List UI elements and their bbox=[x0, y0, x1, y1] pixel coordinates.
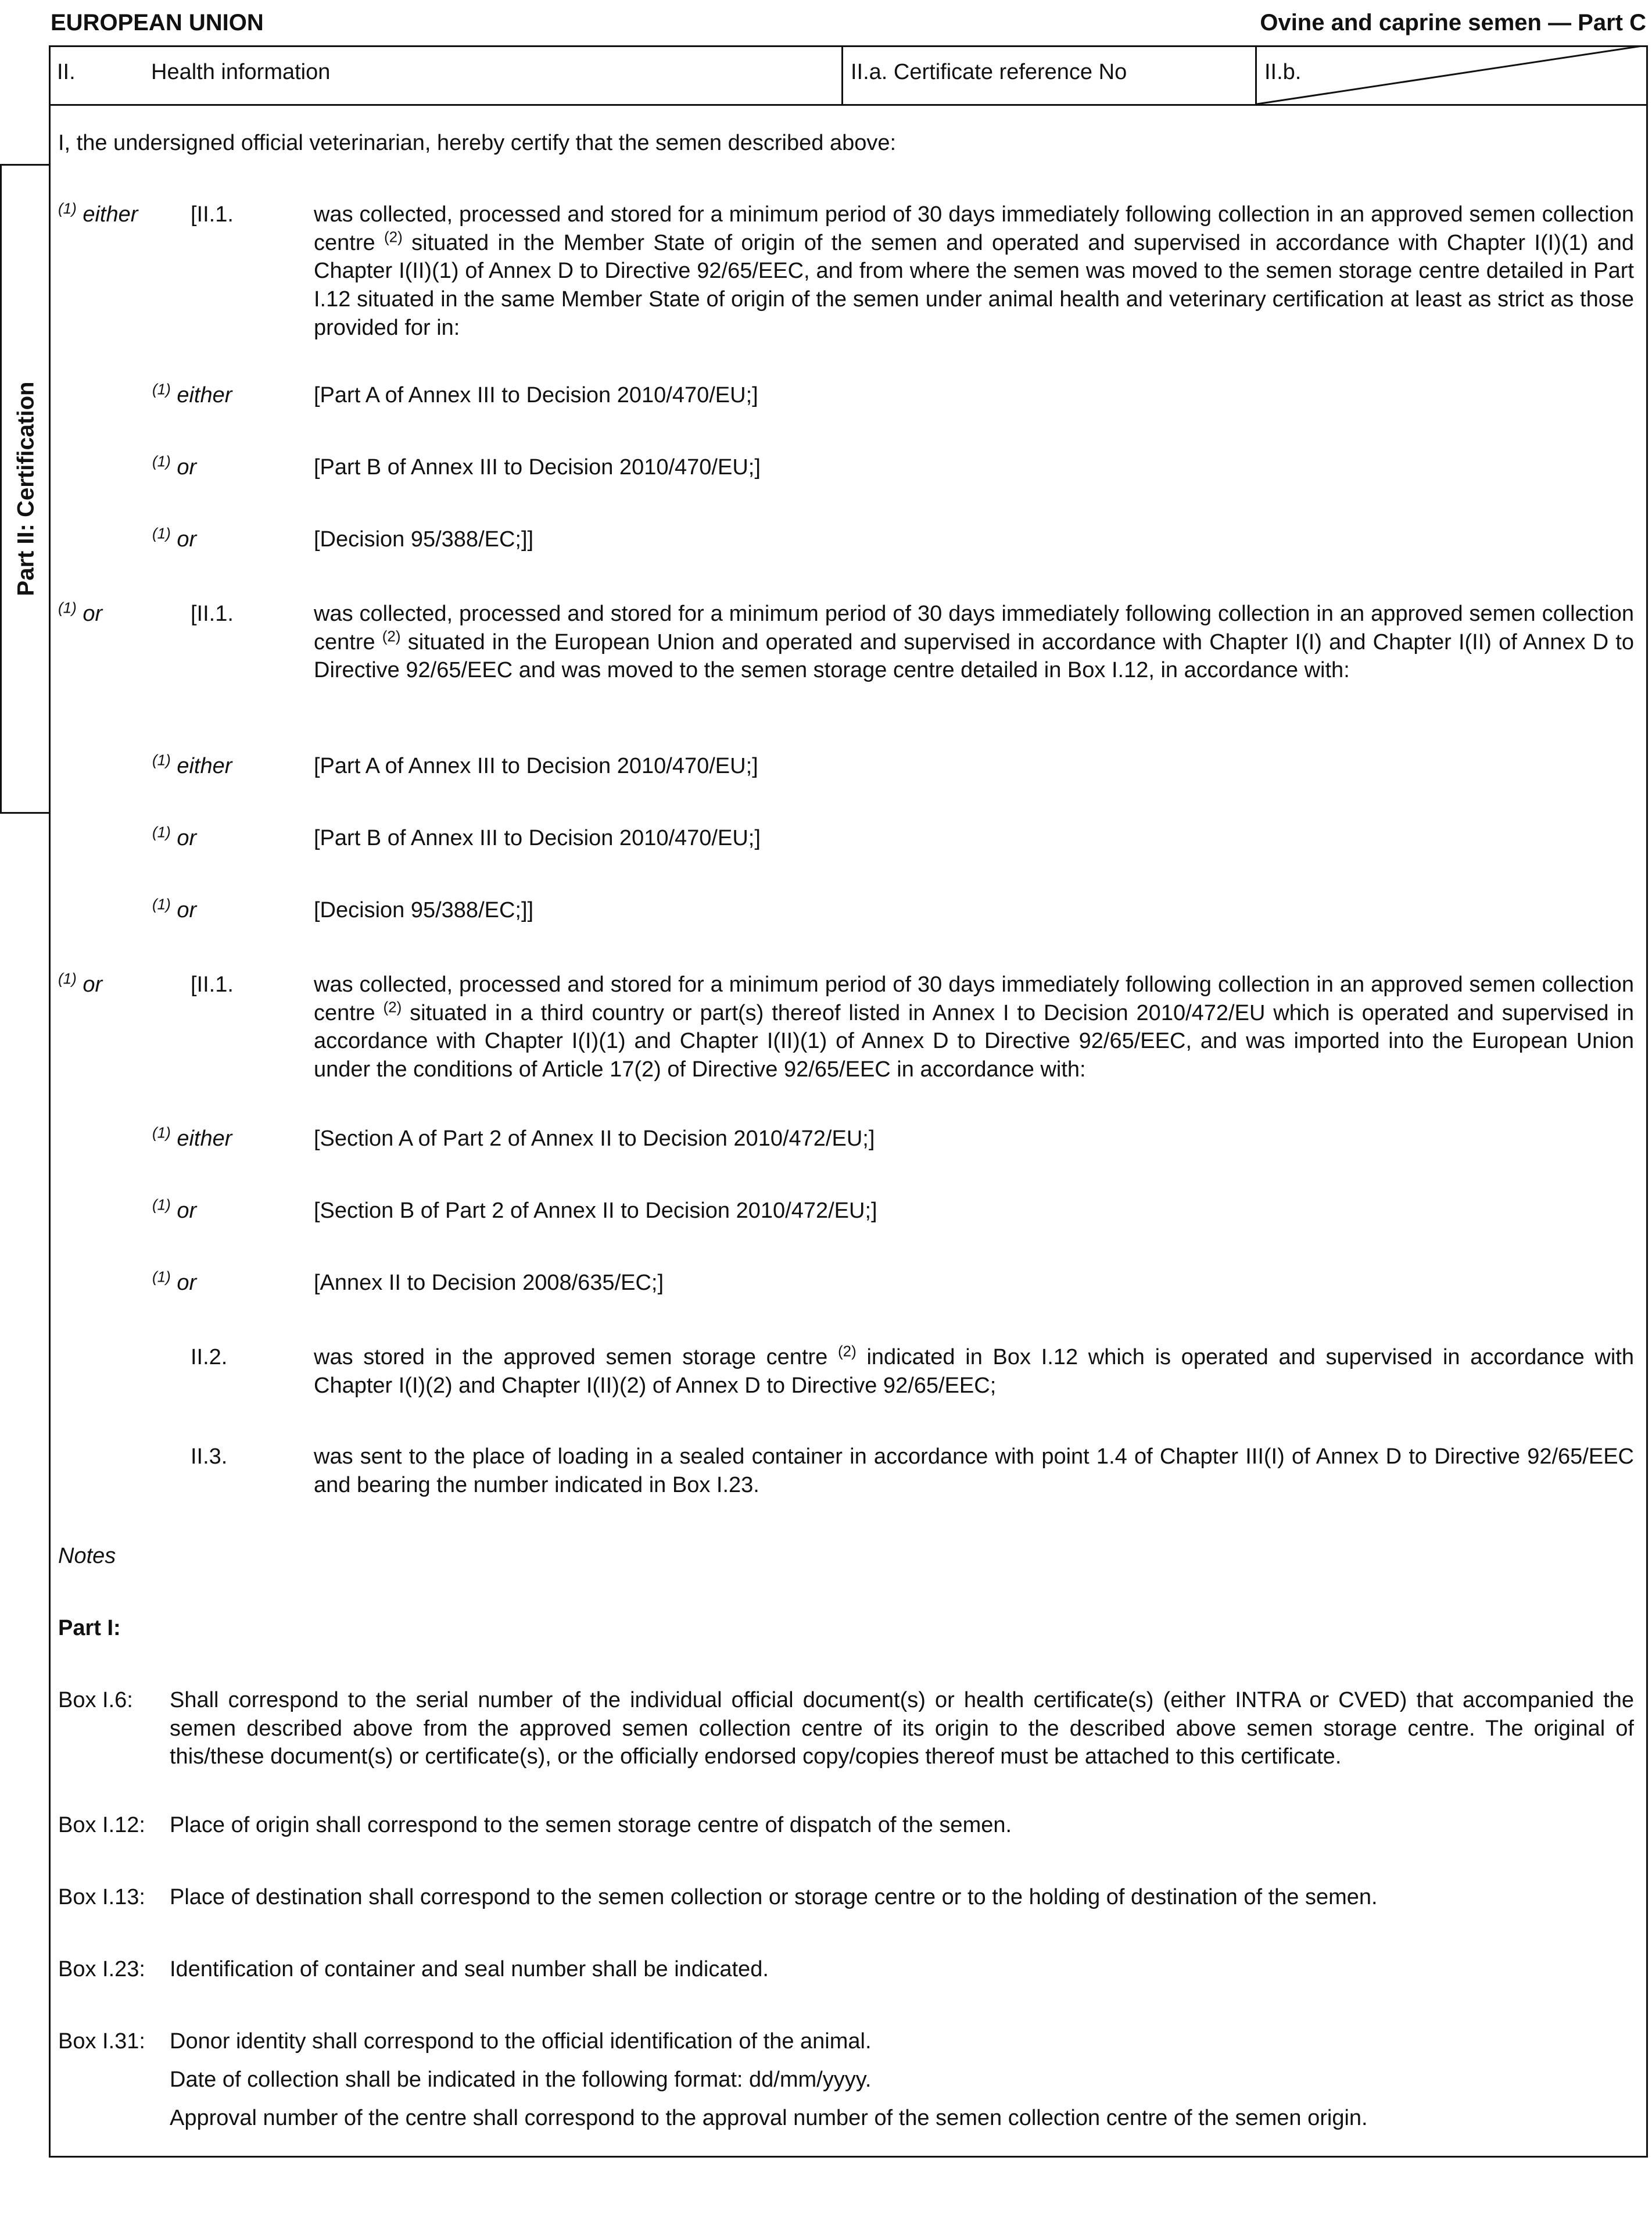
note-extra-text: Approval number of the centre shall correspond to the approval number of the semen collection centre of the semen origin. bbox=[170, 2106, 1368, 2130]
option-text: [Part A of Annex III to Decision 2010/470/EU;] bbox=[314, 754, 758, 778]
option-label: $^{(1)}$ or bbox=[152, 823, 197, 850]
section-number: II. bbox=[57, 60, 76, 84]
note-box-text: Place of origin shall correspond to the semen storage centre of dispatch of the semen. bbox=[170, 1813, 1012, 1837]
option-text: [Section A of Part 2 of Annex II to Decision 2010/472/EU;] bbox=[314, 1126, 875, 1151]
header-left: EUROPEAN UNION bbox=[51, 10, 264, 35]
item-text: was collected, processed and stored for a minimum period of 30 days immediately following collection in an approved semen collection centre $^{(2)}$ situated in the European Union and operated and supervised in accordance with Chapter I(I) and Chapter I(II) of Annex D to Directive 92/65/EEC and was moved to the semen storage centre detailed in Box I.12, in accordance with: bbox=[314, 602, 1634, 683]
option-text: [Part B of Annex III to Decision 2010/470/EU;] bbox=[314, 826, 761, 850]
note-box-label: Box I.31: bbox=[58, 2029, 145, 2054]
note-box-label: Box I.23: bbox=[58, 1957, 145, 1981]
certificate-ref-b: II.b. bbox=[1264, 60, 1302, 84]
option-text: [Part B of Annex III to Decision 2010/470/EU;] bbox=[314, 455, 761, 480]
item-text: was collected, processed and stored for a minimum period of 30 days immediately following collection in an approved semen collection centre $^{(2)}$ situated in the Member State of origin of the semen and operated and supervised in accordance with Chapter I(I)(1) and Chapter I(II)(1) of Annex D to Directive 92/65/EEC, and from where the semen was moved to the semen storage centre detailed in Part I.12 situated in the same Member State of origin of the semen under animal health and veterinary certification at least as strict as those provided for in: bbox=[314, 202, 1635, 340]
item-text: was collected, processed and stored for a minimum period of 30 days immediately following collection in an approved semen collection centre $^{(2)}$ situated in a third country or part(s) thereof listed in Annex I to Decision 2010/472/EU which is operated and supervised in accordance with Chapter I(I)(1) and Chapter I(II)(1) of Annex D to Directive 92/65/EEC, and was imported into the European Union under the conditions of Article 17(2) of Directive 92/65/EEC in accordance with: bbox=[314, 972, 1634, 1082]
note-box-label: Box I.6: bbox=[58, 1688, 133, 1712]
item-number: [II.1. bbox=[191, 972, 234, 997]
option-label: $^{(1)}$ or bbox=[152, 895, 197, 922]
section-title: Health information bbox=[151, 60, 331, 84]
note-box-text: Shall correspond to the serial number of the individual official document(s) or health certificate(s) (either INTRA or CVED) that accompanied the semen described above from the approved semen collection centre of its origin to the described above semen storage centre. The original of this/these document(s) or certificate(s), or the officially endorsed copy/copies thereof must be attached to this certificate. bbox=[170, 1688, 1634, 1769]
option-label: $^{(1)}$ or bbox=[58, 599, 103, 626]
certificate-frame bbox=[49, 45, 1648, 2158]
note-box-label: Box I.12: bbox=[58, 1813, 145, 1837]
notes-part-heading: Part I: bbox=[58, 1616, 121, 1640]
header-divider bbox=[841, 45, 843, 104]
option-label: $^{(1)}$ or bbox=[58, 970, 103, 997]
option-label: $^{(1)}$ or bbox=[152, 524, 197, 552]
option-label: $^{(1)}$ either bbox=[152, 1124, 232, 1151]
item-number: [II.1. bbox=[191, 202, 234, 227]
diagonal-strike bbox=[1257, 45, 1646, 104]
option-text: [Section B of Part 2 of Annex II to Decision 2010/472/EU;] bbox=[314, 1199, 877, 1223]
option-text: [Decision 95/388/EC;]] bbox=[314, 527, 534, 552]
option-text: [Decision 95/388/EC;]] bbox=[314, 898, 534, 922]
option-text: [Part A of Annex III to Decision 2010/470/EU;] bbox=[314, 383, 758, 407]
item-text: was stored in the approved semen storage centre $^{(2)}$ indicated in Box I.12 which is operated and supervised in accordance with Chapter I(I)(2) and Chapter I(II)(2) of Annex D to Directive 92/65/EEC; bbox=[314, 1342, 1634, 1398]
option-label: $^{(1)}$ or bbox=[152, 1268, 197, 1295]
note-box-text: Donor identity shall correspond to the official identification of the animal. bbox=[170, 2029, 872, 2054]
header-right: Ovine and caprine semen — Part C bbox=[1260, 10, 1646, 35]
note-extra-text: Date of collection shall be indicated in the following format: dd/mm/yyyy. bbox=[170, 2067, 872, 2092]
option-text: [Annex II to Decision 2008/635/EC;] bbox=[314, 1271, 664, 1295]
item-number: [II.1. bbox=[191, 602, 234, 626]
item-number: II.2. bbox=[191, 1345, 228, 1369]
option-label: $^{(1)}$ or bbox=[152, 452, 197, 480]
option-label: $^{(1)}$ either bbox=[152, 751, 232, 778]
note-box-text: Place of destination shall correspond to the semen collection or storage centre or to the holding of destination of the semen. bbox=[170, 1885, 1378, 1909]
item-text: was sent to the place of loading in a sealed container in accordance with point 1.4 of Chapter III(I) of Annex D to Directive 92/65/EEC and bearing the number indicated in Box I.23. bbox=[314, 1444, 1634, 1497]
intro-text: I, the undersigned official veterinarian, hereby certify that the semen described above: bbox=[58, 131, 897, 155]
option-label: $^{(1)}$ or bbox=[152, 1196, 197, 1223]
item-number: II.3. bbox=[191, 1444, 228, 1469]
note-box-text: Identification of container and seal number shall be indicated. bbox=[170, 1957, 769, 1981]
side-tab bbox=[0, 164, 51, 814]
option-label: $^{(1)}$ either bbox=[58, 199, 138, 227]
certificate-header-row bbox=[49, 45, 1648, 106]
notes-title: Notes bbox=[58, 1544, 116, 1568]
option-label: $^{(1)}$ either bbox=[152, 380, 232, 407]
note-box-label: Box I.13: bbox=[58, 1885, 145, 1909]
certificate-reference-label: II.a. Certificate reference No bbox=[851, 60, 1127, 84]
side-tab-label: Part II: Certification bbox=[13, 381, 39, 596]
